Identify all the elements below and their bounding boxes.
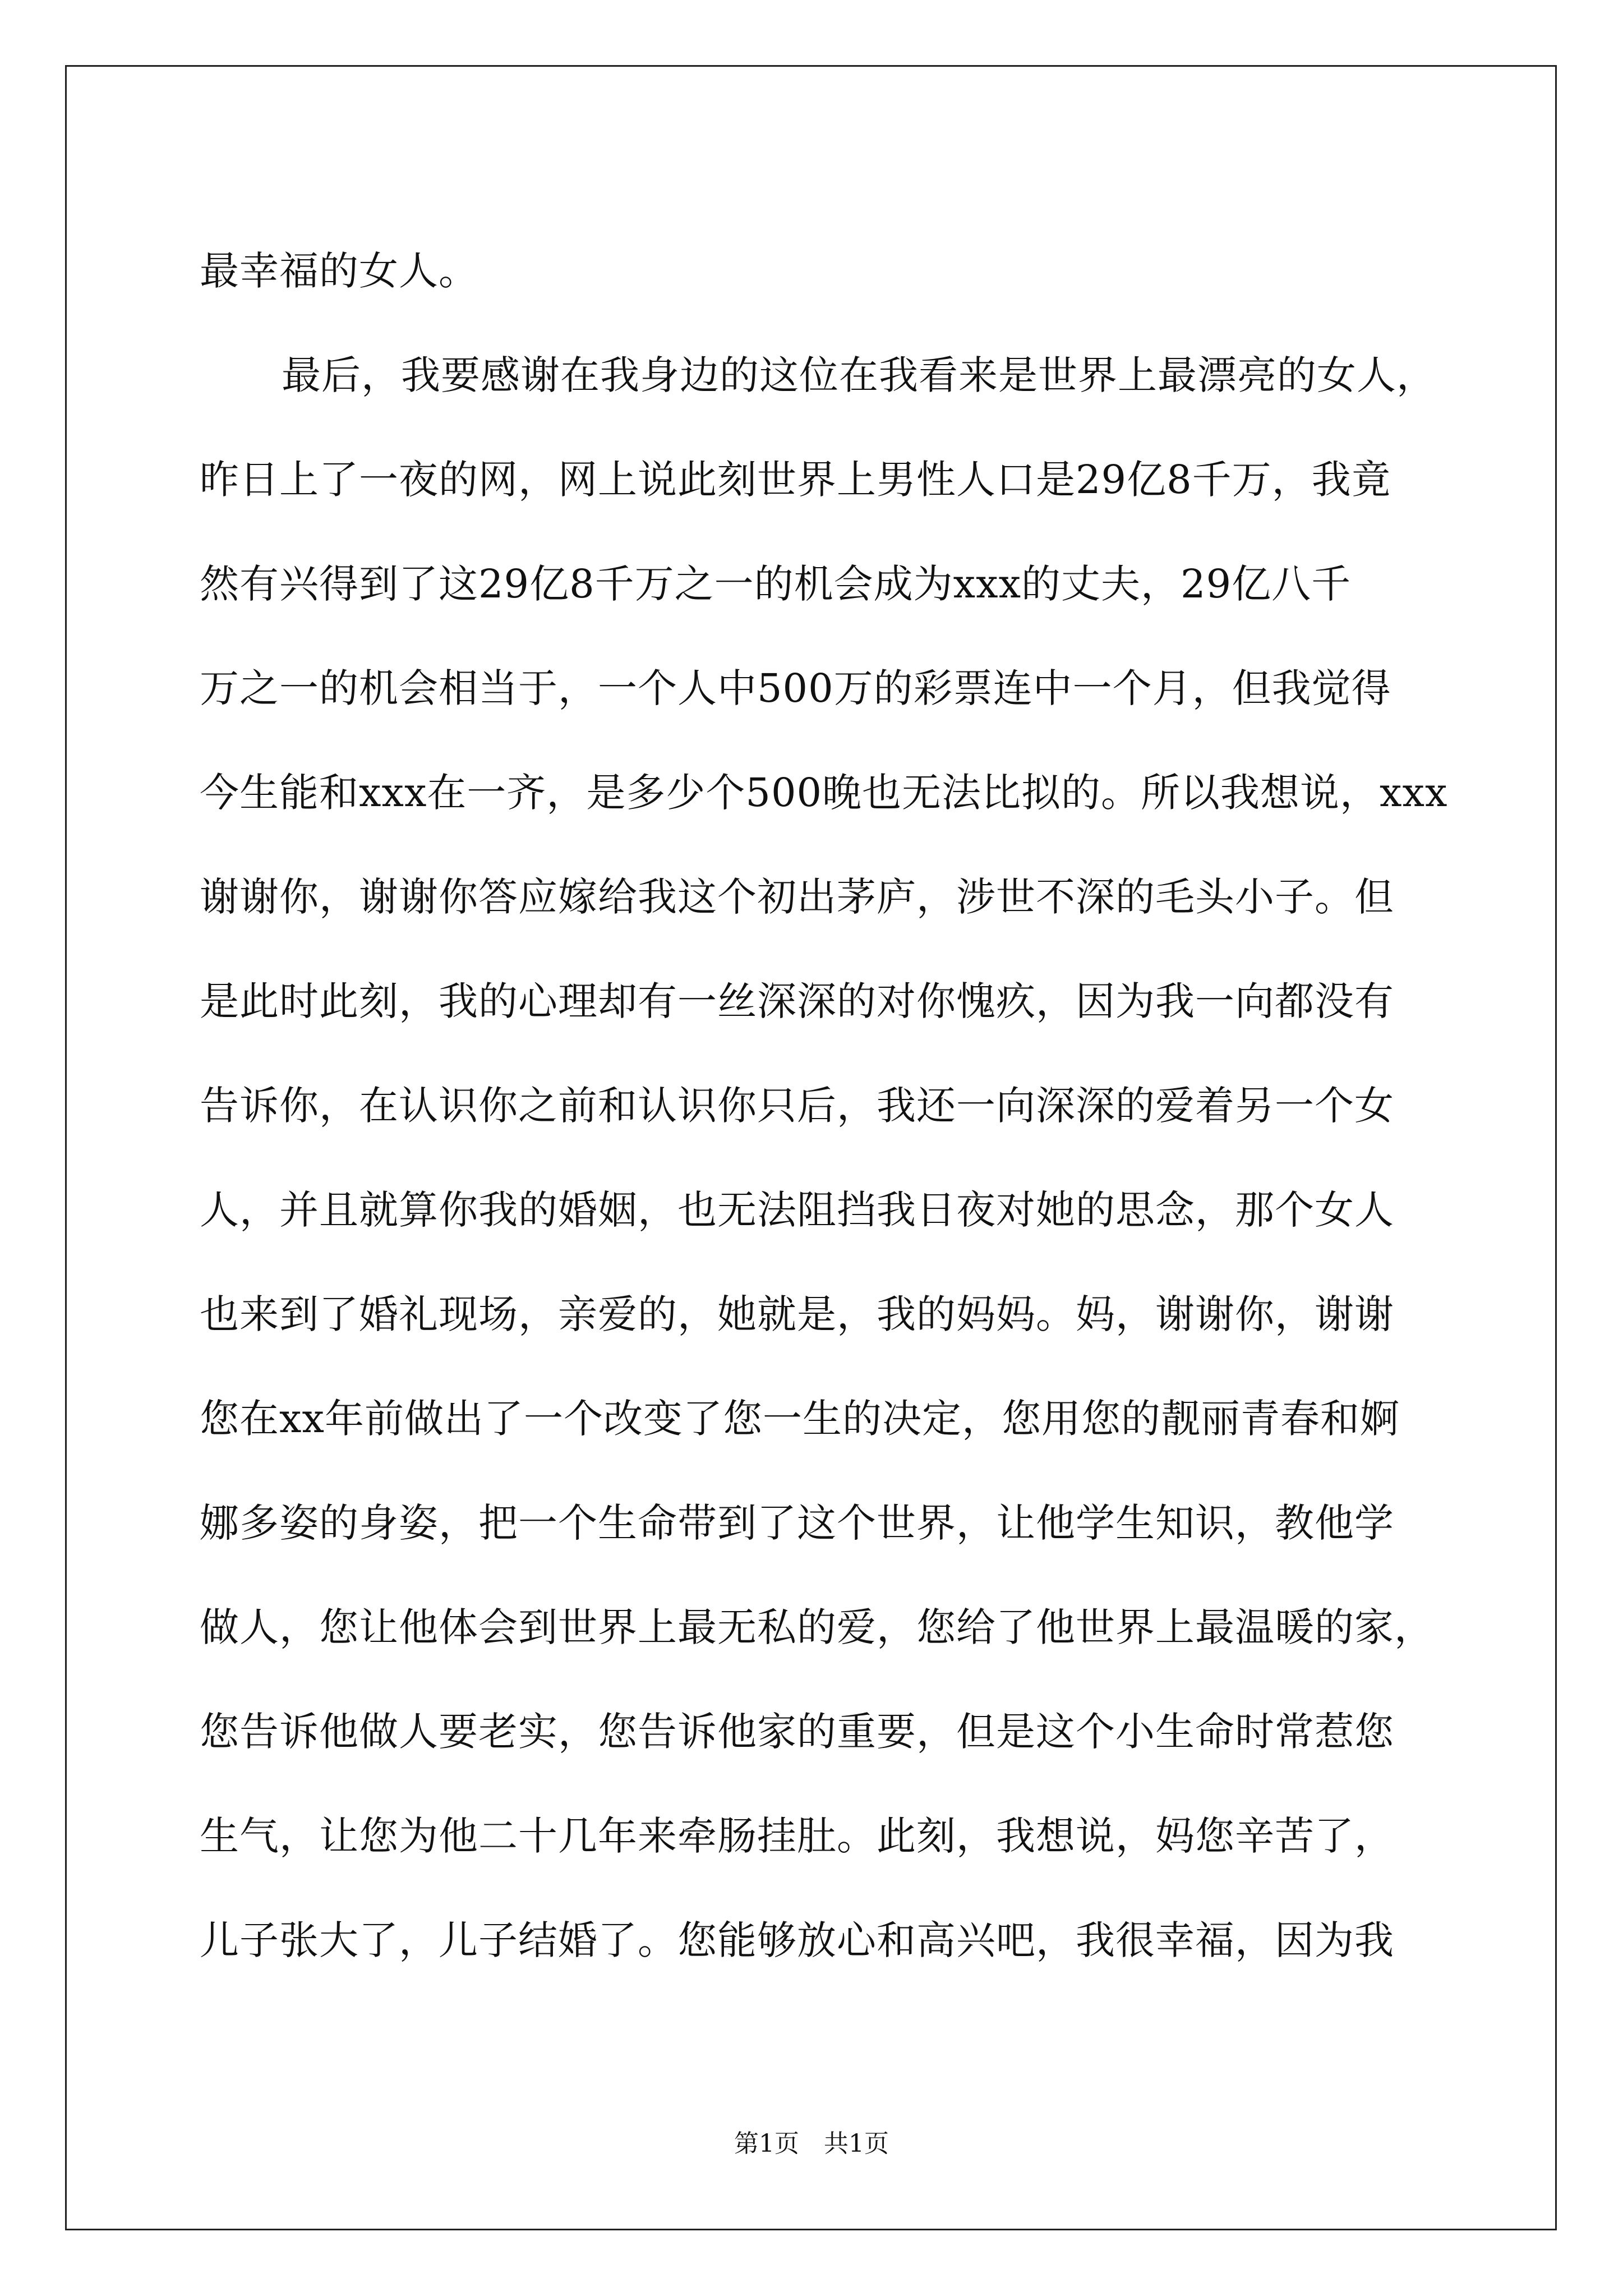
- text-line: 告诉你，在认识你之前和认识你只后，我还一向深深的爱着另一个女: [200, 1083, 1394, 1129]
- text-line: 生气，让您为他二十几年来牵肠挂肚。此刻，我想说，妈您辛苦了，: [200, 1813, 1394, 1859]
- text-line: 儿子张大了，儿子结婚了。您能够放心和高兴吧，我很幸福，因为我: [200, 1917, 1394, 1963]
- text-line: 也来到了婚礼现场，亲爱的，她就是，我的妈妈。妈，谢谢你，谢谢: [200, 1291, 1394, 1337]
- text-line: 谢谢你，谢谢你答应嫁给我这个初出茅庐，涉世不深的毛头小子。但: [200, 874, 1394, 920]
- total-pages: 共1页: [824, 2129, 889, 2158]
- text-line: 然有兴得到了这29亿8千万之一的机会成为xxx的丈夫，29亿八千: [200, 561, 1352, 607]
- text-line: 您告诉他做人要老实，您告诉他家的重要，但是这个小生命时常惹您: [200, 1709, 1394, 1755]
- text-line: 是此时此刻，我的心理却有一丝深深的对你愧疚，因为我一向都没有: [200, 978, 1394, 1024]
- text-line: 最幸福的女人。: [200, 248, 478, 294]
- page-footer: [0, 2127, 1623, 2161]
- text-line: 万之一的机会相当于，一个人中500万的彩票连中一个月，但我觉得: [200, 665, 1391, 711]
- document-body: [200, 219, 1448, 1993]
- text-line: 做人，您让他体会到世界上最无私的爱，您给了他世界上最温暖的家，: [200, 1604, 1434, 1650]
- paragraph-start-line: 最后，我要感谢在我身边的这位在我看来是世界上最漂亮的女人，: [282, 352, 1436, 398]
- text-line: 昨日上了一夜的网，网上说此刻世界上男性人口是29亿8千万，我竟: [200, 457, 1391, 503]
- text-line: 人，并且就算你我的婚姻，也无法阻挡我日夜对她的思念，那个女人: [200, 1187, 1394, 1233]
- page-number: 第1页: [734, 2129, 799, 2158]
- text-line: 今生能和xxx在一齐，是多少个500晚也无法比拟的。所以我想说，xxx: [200, 770, 1448, 816]
- text-line: 您在xx年前做出了一个改变了您一生的决定，您用您的靓丽青春和婀: [200, 1396, 1400, 1442]
- text-line: 娜多姿的身姿，把一个生命带到了这个世界，让他学生知识，教他学: [200, 1500, 1394, 1546]
